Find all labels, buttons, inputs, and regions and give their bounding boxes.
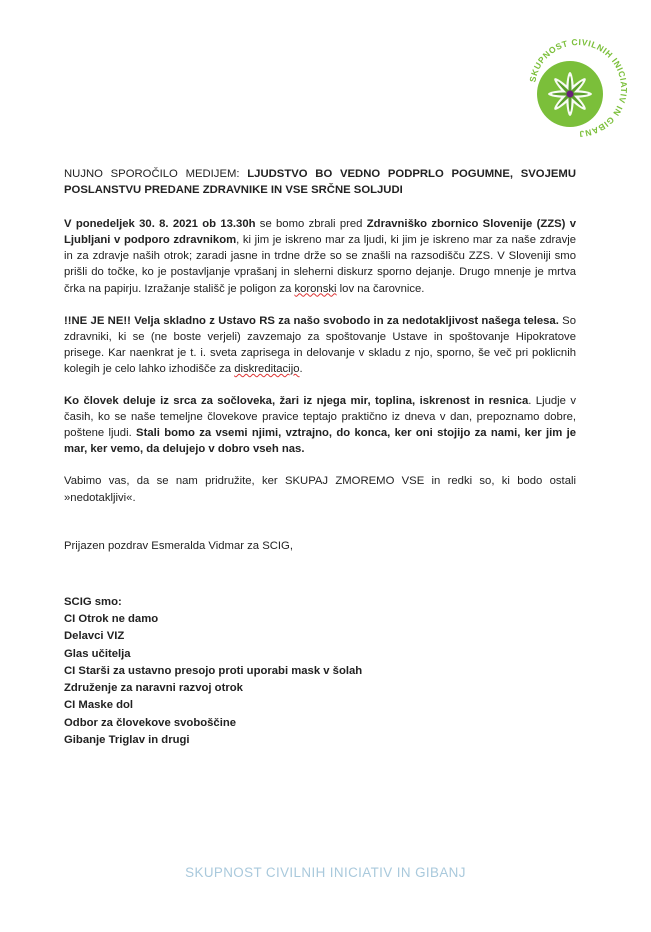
p1-date: V ponedeljek 30. 8. 2021 ob 13.30h [64, 218, 256, 231]
star-flower-icon [548, 72, 592, 116]
list-item: Odbor za človekove svoboščine [64, 716, 237, 729]
list-item: CI Starši za ustavno presojo proti uporabi mask v šolah [64, 664, 363, 677]
subject-line [64, 166, 576, 198]
p2-headline: !!NE JE NE!! Velja skladno z Ustavo RS za našo svobodo in za nedotakljivost našega telesa. [64, 314, 559, 327]
p1-text-2: , ki jim je iskreno mar za ljudi, ki jim je iskreno mar za naše zdravje in za zdravje naših otrok; zaradi jasne in trdne drže so se znašli na razsodišču ZZS. V Sloveniji smo prišli do točke, ko je postavljanje vprašanj in sleherni diskurz sporno dejanje. Drugo mnenje je mrtva črka na papirju. Izražanje stališč je poligon za [64, 234, 577, 295]
scig-member-list [64, 594, 576, 750]
paragraph-2 [64, 313, 576, 377]
p3-bold-1: Ko človek deluje iz srca za sočloveka, žari iz njega mir, toplina, iskrenost in resnica [64, 395, 529, 408]
greeting-signature: Prijazen pozdrav Esmeralda Vidmar za SCIG, [64, 539, 293, 552]
p1-location: Zdravniško zbornico Slovenije (ZZS) v Ljubljani v podporo zdravnikom [64, 218, 577, 247]
p2-text-2: . [299, 362, 303, 375]
p1-spellcheck-word: koronski [294, 282, 337, 295]
list-item: Gibanje Triglav in drugi [64, 734, 190, 747]
p1-text-1: se bomo zbrali pred [255, 218, 367, 231]
paragraph-1 [64, 216, 576, 296]
list-item: Delavci VIZ [64, 630, 125, 643]
list-item: CI Otrok ne damo [64, 612, 159, 625]
p3-bold-2: Stali bomo za vsemi njimi, vztrajno, do konca, ker oni stojijo za nami, ker jim je mar, ker vemo, da delujejo v dobro vseh nas. [64, 427, 576, 456]
p2-text-1: So zdravniki, ki se (ne boste verjeli) zavzemajo za spoštovanje Ustave in spoštovanje Hipokratove prisege. Kar naenkrat je t. i. sveta zaprisega in delovanje v skladu z njo, sporno, še več pri poklicnih kolegih je celo lahko izhodišče za [64, 314, 576, 375]
paragraph-3 [64, 393, 576, 457]
subject-headline: LJUDSTVO BO VEDNO PODPRLO POGUMNE, SVOJEMU POSLANSTVU PREDANE ZDRAVNIKE IN VSE SRČNE SOLJUDI [64, 168, 576, 197]
paragraph-4: Vabimo vas, da se nam pridružite, ker SKUPAJ ZMOREMO VSE in redki so, ki bodo ostali »nedotakljivi«. [64, 475, 576, 504]
organization-logo [526, 36, 630, 140]
logo-ring-text: SKUPNOST CIVILNIH INICIATIV IN GIBANJ [527, 36, 630, 140]
p1-text-3: lov na čarovnice. [336, 282, 425, 295]
press-release-body [64, 166, 576, 749]
p2-spellcheck-word: diskreditacijo [234, 362, 300, 375]
list-item: Združenje za naravni razvoj otrok [64, 682, 243, 695]
list-item: Glas učitelja [64, 647, 131, 660]
subject-prefix: NUJNO SPOROČILO MEDIJEM: [64, 168, 248, 180]
p3-text-1: . Ljudje v časih, ko se naše temeljne človekove pravice teptajo praktično iz dneva v dan, prepoznamo dobre, poštene ljudi. [64, 395, 576, 440]
page-footer: SKUPNOST CIVILNIH INICIATIV IN GIBANJ [185, 865, 466, 880]
list-item: CI Maske dol [64, 699, 134, 712]
scig-heading: SCIG smo: [64, 595, 122, 608]
